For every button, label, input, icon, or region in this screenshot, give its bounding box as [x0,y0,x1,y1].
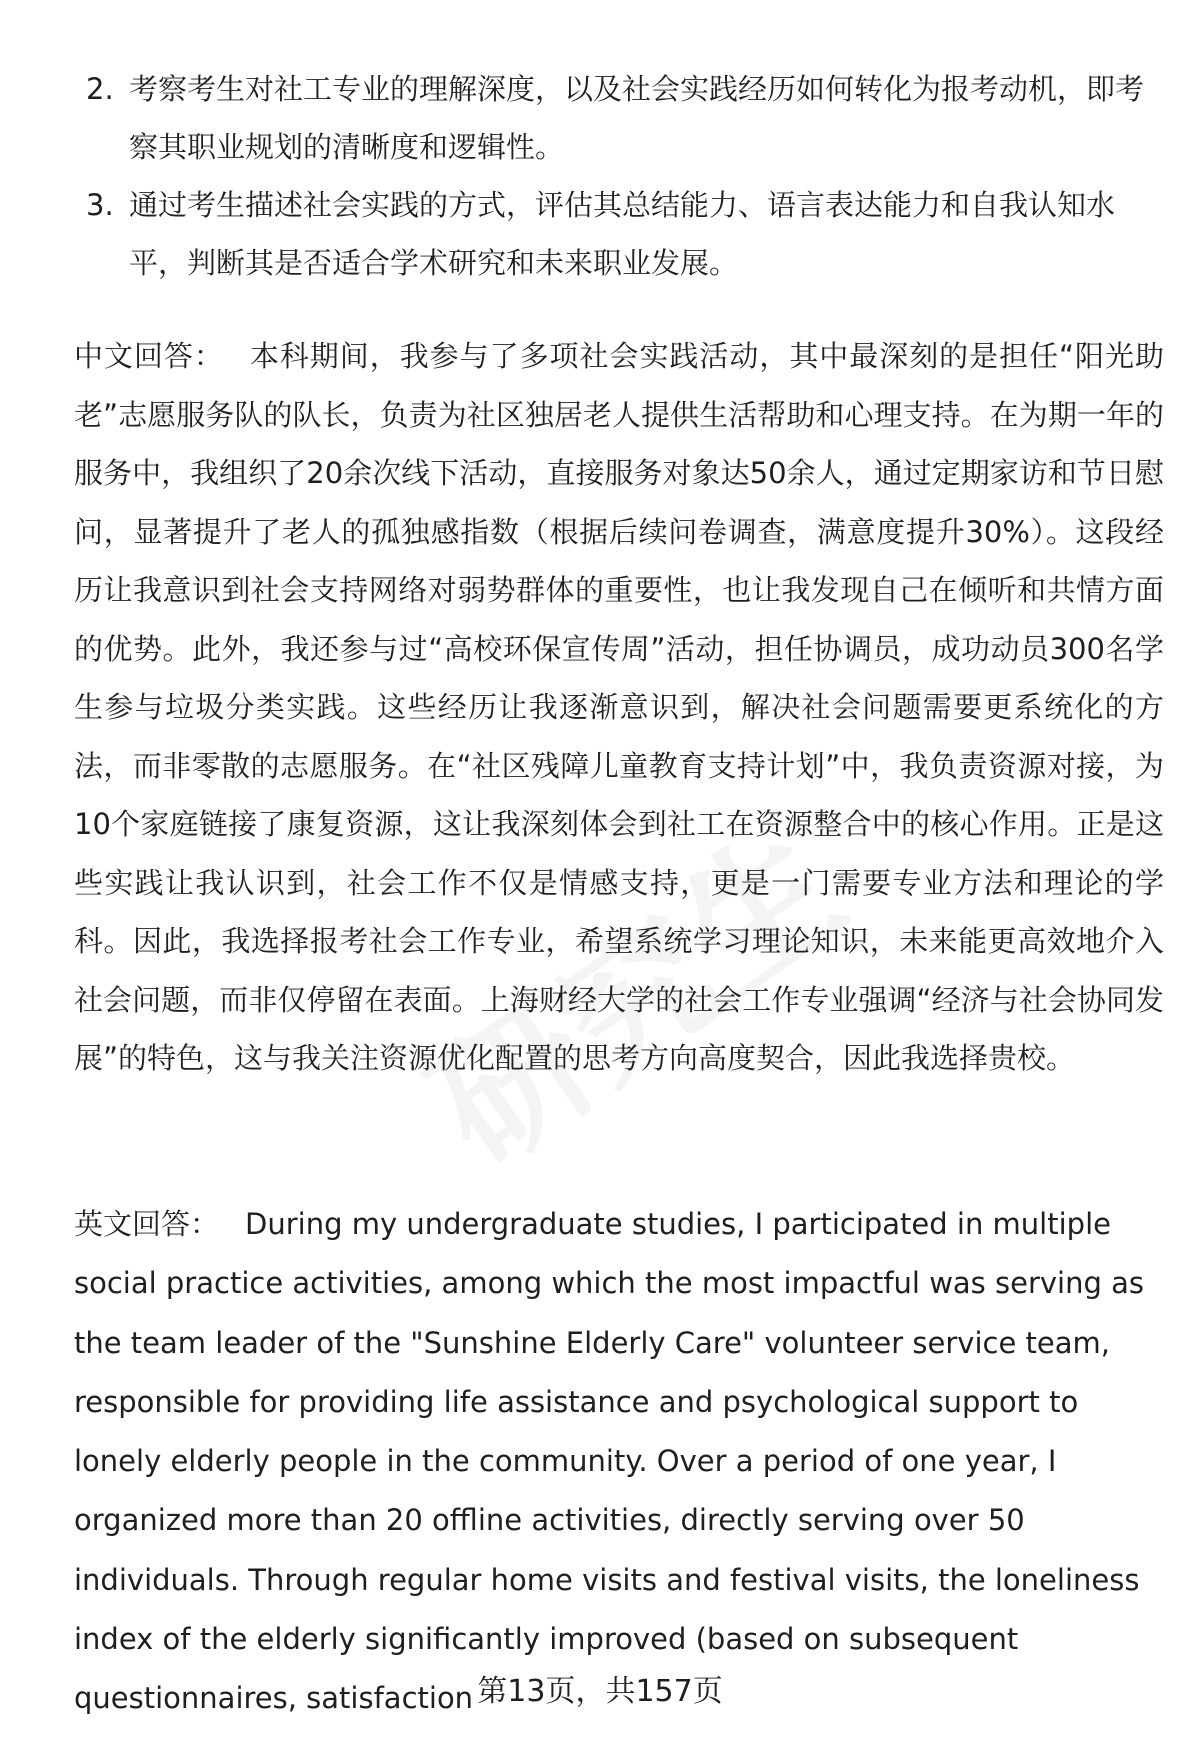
english-answer-text: During my undergraduate studies, I participated in multiple social practice activities, among which the most impactful was serving as the team leader of the "Sunshine Elderly Care" volunteer service team, responsible for providing life assistance and psychological support to lonely elderly people in the community. Over a period of one year, I organized more than 20 offline activities, directly serving over 50 individuals. Through regular home visits and festival visits, the loneliness index of the elderly significantly improved (based on subsequent questionnaires, satisfaction [74,1207,1144,1716]
list-item [74,176,1164,292]
english-answer-label: 英文回答： [74,1207,220,1241]
list-item-number: 2. [86,72,114,106]
list-item-number: 3. [86,188,114,222]
list-item-text: 考察考生对社工专业的理解深度，以及社会实践经历如何转化为报考动机，即考察其职业规划的清晰度和逻辑性。 [129,72,1145,164]
chinese-answer-paragraph [74,327,1164,1088]
question-list [74,60,1164,292]
chinese-answer-label: 中文回答： [74,339,224,373]
page-number: 第13页，共157页 [477,1674,723,1709]
chinese-answer-text: 本科期间，我参与了多项社会实践活动，其中最深刻的是担任“阳光助老”志愿服务队的队长，负责为社区独居老人提供生活帮助和心理支持。在为期一年的服务中，我组织了20余次线下活动，直接服务对象达50余人，通过定期家访和节日慰问，显著提升了老人的孤独感指数（根据后续问卷调查，满意度提升30%）。这段经历让我意识到社会支持网络对弱势群体的重要性，也让我发现自己在倾听和共情方面的优势。此外，我还参与过“高校环保宣传周”活动，担任协调员，成功动员300名学生参与垃圾分类实践。这些经历让我逐渐意识到，解决社会问题需要更系统化的方法，而非零散的志愿服务。在“社区残障儿童教育支持计划”中，我负责资源对接，为10个家庭链接了康复资源，这让我深刻体会到社工在资源整合中的核心作用。正是这些实践让我认识到，社会工作不仅是情感支持，更是一门需要专业方法和理论的学科。因此，我选择报考社会工作专业，希望系统学习理论知识，未来能更高效地介入社会问题，而非仅停留在表面。上海财经大学的社会工作专业强调“经济与社会协同发展”的特色，这与我关注资源优化配置的思考方向高度契合，因此我选择贵校。 [74,339,1164,1075]
english-answer-paragraph [74,1195,1164,1729]
list-item [74,60,1164,176]
list-item-text: 通过考生描述社会实践的方式，评估其总结能力、语言表达能力和自我认知水平，判断其是否适合学术研究和未来职业发展。 [129,188,1116,280]
